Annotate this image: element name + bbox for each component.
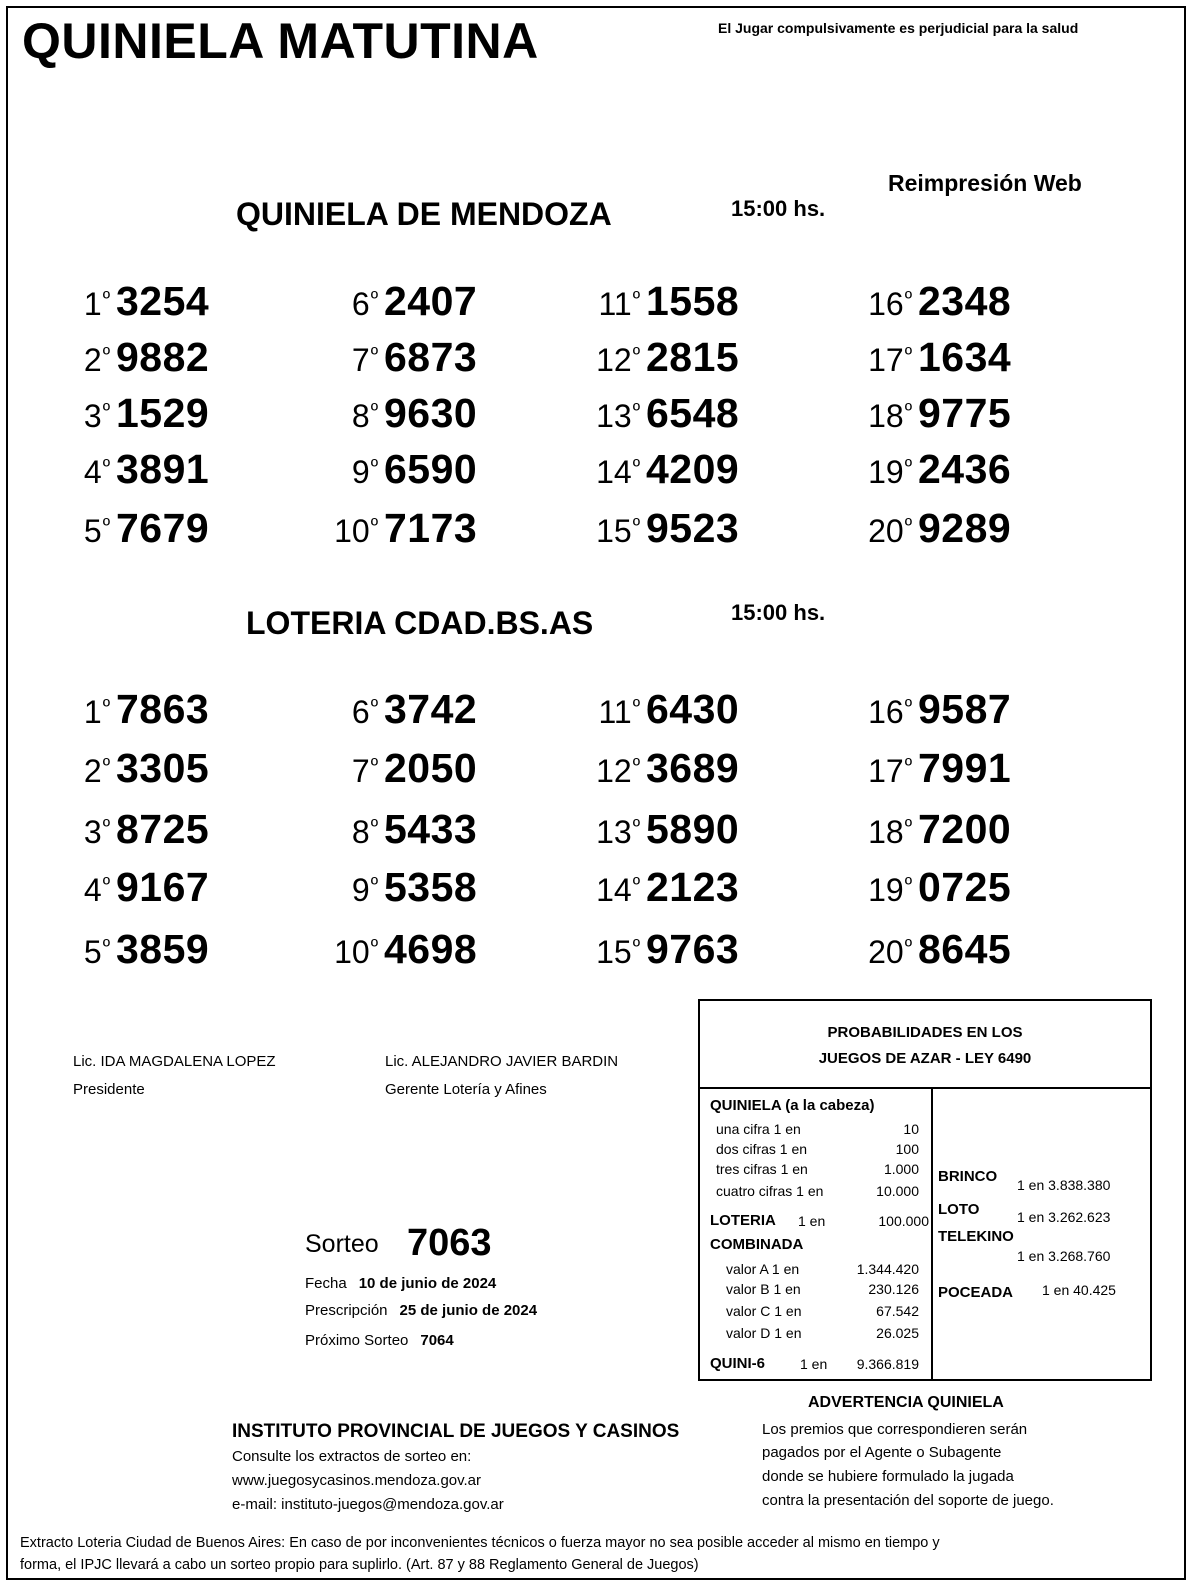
result-cell [860, 864, 1011, 911]
result-number: 6548 [646, 390, 740, 436]
result-cell [68, 334, 209, 381]
prob-row-label: valor A 1 en [726, 1261, 800, 1277]
result-position: $16^º$ [868, 286, 912, 322]
prob-row-label: valor D 1 en [726, 1325, 802, 1341]
health-warning: El Jugar compulsivamente es perjudicial para la salud [718, 20, 1079, 36]
result-position: $15^º$ [596, 513, 640, 549]
result-number: 9167 [116, 864, 210, 910]
section-time-loteria: 15:00 hs. [731, 600, 826, 625]
proximo-sorteo-value: 7064 [420, 1332, 454, 1349]
result-number: 7173 [384, 505, 478, 551]
result-number: 7679 [116, 505, 210, 551]
signature-role: Gerente Lotería y Afines [385, 1081, 547, 1098]
prob-row-label: dos cifras 1 en [716, 1141, 808, 1157]
result-number: 2815 [646, 334, 740, 380]
result-cell [588, 446, 739, 493]
result-position: $11^º$ [598, 286, 640, 322]
result-cell [588, 686, 739, 733]
result-position: $19^º$ [868, 454, 912, 490]
result-position: $9^º$ [351, 454, 378, 490]
result-cell [860, 446, 1011, 493]
footer-note-line: Extracto Loteria Ciudad de Buenos Aires: En caso de por inconvenientes técnicos o fuerza mayor no sea posible acceder al mismo en tiempo y [20, 1535, 940, 1551]
result-position: $20^º$ [868, 513, 912, 549]
signature-name: Lic. ALEJANDRO JAVIER BARDIN [385, 1053, 619, 1070]
result-position: $17^º$ [868, 342, 912, 378]
prob-row-value: 1.344.420 [856, 1261, 919, 1277]
footer-note-line: forma, el IPJC llevará a cabo un sorteo propio para suplirlo. (Art. 87 y 88 Reglamento General de Juegos) [20, 1557, 699, 1573]
result-position: $6^º$ [351, 286, 378, 322]
loteria-prob-text: 1 en [798, 1213, 826, 1229]
result-number: 7863 [116, 686, 210, 732]
result-number: 3254 [116, 278, 210, 324]
result-cell [588, 278, 739, 325]
result-number: 2348 [918, 278, 1012, 324]
result-number: 3689 [646, 745, 740, 791]
quiniela-prob-label: QUINIELA (a la cabeza) [710, 1097, 875, 1114]
result-cell [326, 505, 477, 552]
result-position: $15^º$ [596, 934, 640, 970]
result-position: $14^º$ [596, 454, 640, 490]
result-number: 2050 [384, 745, 478, 791]
advertencia-title: ADVERTENCIA QUINIELA [808, 1394, 1004, 1411]
result-position: $17^º$ [868, 753, 912, 789]
result-cell [68, 686, 209, 733]
result-position: $3^º$ [83, 398, 110, 434]
result-position: $11^º$ [598, 694, 640, 730]
result-position: $12^º$ [596, 342, 640, 378]
loto-prob-label: LOTO [938, 1201, 980, 1218]
result-position: $18^º$ [868, 814, 912, 850]
result-cell [860, 334, 1011, 381]
result-cell [68, 278, 209, 325]
advertencia-line: pagados por el Agente o Subagente [762, 1444, 1002, 1461]
result-position: $9^º$ [351, 872, 378, 908]
result-position: $10^º$ [334, 934, 378, 970]
result-number: 7200 [918, 806, 1012, 852]
result-number: 3891 [116, 446, 210, 492]
signature-role: Presidente [73, 1081, 145, 1098]
result-position: $1^º$ [83, 694, 110, 730]
result-cell [68, 446, 209, 493]
fecha-label: Fecha [305, 1275, 347, 1292]
result-position: $6^º$ [351, 694, 378, 730]
result-number: 0725 [918, 864, 1012, 910]
brinco-prob-label: BRINCO [938, 1168, 998, 1185]
loteria-prob-label: LOTERIA [710, 1212, 776, 1229]
result-number: 9763 [646, 926, 740, 972]
result-number: 8645 [918, 926, 1012, 972]
result-position: $20^º$ [868, 934, 912, 970]
prob-row-label: tres cifras 1 en [716, 1161, 808, 1177]
result-position: $3^º$ [83, 814, 110, 850]
fecha-value: 10 de junio de 2024 [358, 1275, 497, 1292]
result-number: 9775 [918, 390, 1012, 436]
result-number: 3859 [116, 926, 210, 972]
result-position: $13^º$ [596, 814, 640, 850]
probabilities-subtitle: JUEGOS DE AZAR - LEY 6490 [818, 1050, 1032, 1067]
result-cell [588, 745, 739, 792]
page-title: QUINIELA MATUTINA [22, 13, 539, 69]
result-cell [68, 390, 209, 437]
poceada-prob-value: 1 en 40.425 [1042, 1282, 1116, 1298]
prob-row-value: 67.542 [876, 1303, 919, 1319]
result-cell [326, 926, 477, 973]
result-position: $18^º$ [868, 398, 912, 434]
result-number: 5433 [384, 806, 478, 852]
brinco-prob-value: 1 en 3.838.380 [1017, 1177, 1111, 1193]
result-cell [336, 686, 477, 733]
probabilities-header [700, 1001, 1150, 1089]
result-cell [860, 505, 1011, 552]
sorteo-number: 7063 [407, 1222, 492, 1264]
result-number: 5890 [646, 806, 740, 852]
result-position: $2^º$ [83, 753, 110, 789]
section-title-mendoza: QUINIELA DE MENDOZA [236, 196, 612, 232]
prob-row-label: cuatro cifras 1 en [716, 1183, 824, 1199]
result-cell [860, 745, 1011, 792]
result-cell [588, 806, 739, 853]
result-cell [68, 926, 209, 973]
result-number: 9587 [918, 686, 1012, 732]
result-position: $10^º$ [334, 513, 378, 549]
result-number: 7991 [918, 745, 1012, 791]
result-position: $5^º$ [83, 934, 110, 970]
section-title-loteria: LOTERIA CDAD.BS.AS [246, 605, 594, 641]
advertencia-line: Los premios que correspondieren serán [762, 1421, 1028, 1438]
advertencia-line: contra la presentación del soporte de juego. [762, 1492, 1054, 1509]
prob-row-value: 100 [895, 1141, 919, 1157]
result-position: $13^º$ [596, 398, 640, 434]
result-number: 9882 [116, 334, 210, 380]
prescripcion-value: 25 de junio de 2024 [399, 1302, 538, 1319]
prob-row-value: 1.000 [883, 1161, 919, 1177]
result-cell [860, 390, 1011, 437]
result-cell [588, 864, 739, 911]
result-cell [336, 278, 477, 325]
reprint-label: Reimpresión Web [888, 170, 1082, 196]
instituto-consulte: Consulte los extractos de sorteo en: [232, 1448, 472, 1465]
signature-name: Lic. IDA MAGDALENA LOPEZ [73, 1053, 276, 1070]
result-position: $7^º$ [351, 753, 378, 789]
probabilities-left-column [700, 1089, 933, 1379]
result-position: $8^º$ [351, 814, 378, 850]
telekino-prob-value: 1 en 3.268.760 [1017, 1248, 1111, 1264]
result-number: 6873 [384, 334, 478, 380]
quini6-prob-value: 9.366.819 [856, 1356, 919, 1372]
result-cell [336, 745, 477, 792]
section-time-mendoza: 15:00 hs. [731, 196, 826, 221]
prob-row-label: una cifra 1 en [716, 1121, 801, 1137]
result-position: $1^º$ [83, 286, 110, 322]
result-number: 9289 [918, 505, 1012, 551]
result-cell [68, 505, 209, 552]
result-cell [68, 864, 209, 911]
probabilities-title: PROBABILIDADES EN LOS [827, 1024, 1023, 1041]
result-position: $8^º$ [351, 398, 378, 434]
result-number: 6590 [384, 446, 478, 492]
result-position: $2^º$ [83, 342, 110, 378]
poceada-prob-label: POCEADA [938, 1284, 1014, 1301]
combinada-prob-label: COMBINADA [710, 1236, 804, 1253]
result-cell [336, 864, 477, 911]
quini6-prob-text: 1 en [800, 1356, 828, 1372]
result-cell [860, 686, 1011, 733]
prob-row-label: valor B 1 en [726, 1281, 801, 1297]
result-number: 3305 [116, 745, 210, 791]
result-number: 1634 [918, 334, 1012, 380]
quini6-prob-label: QUINI-6 [710, 1355, 766, 1372]
result-number: 2436 [918, 446, 1012, 492]
advertencia-line: donde se hubiere formulado la jugada [762, 1468, 1014, 1485]
result-cell [336, 334, 477, 381]
prescripcion-line [305, 1302, 537, 1319]
prob-row-value: 26.025 [876, 1325, 919, 1341]
result-position: $7^º$ [351, 342, 378, 378]
result-cell [860, 806, 1011, 853]
result-position: $4^º$ [83, 454, 110, 490]
result-number: 5358 [384, 864, 478, 910]
result-cell [860, 278, 1011, 325]
instituto-email[interactable]: e-mail: instituto-juegos@mendoza.gov.ar [232, 1496, 504, 1513]
result-cell [860, 926, 1011, 973]
probabilities-box [698, 999, 1152, 1381]
result-number: 6430 [646, 686, 740, 732]
telekino-prob-label: TELEKINO [938, 1228, 1014, 1245]
result-position: $14^º$ [596, 872, 640, 908]
result-cell [336, 806, 477, 853]
loto-prob-value: 1 en 3.262.623 [1017, 1209, 1111, 1225]
result-number: 4698 [384, 926, 478, 972]
result-number: 2123 [646, 864, 740, 910]
sorteo-label: Sorteo [305, 1230, 379, 1258]
result-number: 4209 [646, 446, 740, 492]
result-number: 3742 [384, 686, 478, 732]
result-cell [336, 446, 477, 493]
result-cell [336, 390, 477, 437]
result-cell [68, 806, 209, 853]
result-cell [588, 334, 739, 381]
result-cell [588, 390, 739, 437]
fecha-line [305, 1275, 496, 1292]
proximo-sorteo-line [305, 1332, 454, 1349]
result-position: $16^º$ [868, 694, 912, 730]
prob-row-value: 230.126 [868, 1281, 919, 1297]
result-number: 1558 [646, 278, 740, 324]
prescripcion-label: Prescripción [305, 1302, 388, 1319]
result-position: $19^º$ [868, 872, 912, 908]
result-position: $12^º$ [596, 753, 640, 789]
result-position: $4^º$ [83, 872, 110, 908]
result-number: 9523 [646, 505, 740, 551]
result-position: $5^º$ [83, 513, 110, 549]
loteria-prob-value: 100.000 [878, 1213, 929, 1229]
result-number: 9630 [384, 390, 478, 436]
proximo-sorteo-label: Próximo Sorteo [305, 1332, 409, 1349]
instituto-website[interactable]: www.juegosycasinos.mendoza.gov.ar [232, 1472, 482, 1489]
result-number: 2407 [384, 278, 478, 324]
instituto-title: INSTITUTO PROVINCIAL DE JUEGOS Y CASINOS [232, 1421, 680, 1442]
prob-row-label: valor C 1 en [726, 1303, 802, 1319]
result-cell [588, 505, 739, 552]
result-cell [588, 926, 739, 973]
prob-row-value: 10 [903, 1121, 919, 1137]
result-number: 8725 [116, 806, 210, 852]
prob-row-value: 10.000 [876, 1183, 919, 1199]
result-number: 1529 [116, 390, 210, 436]
result-cell [68, 745, 209, 792]
